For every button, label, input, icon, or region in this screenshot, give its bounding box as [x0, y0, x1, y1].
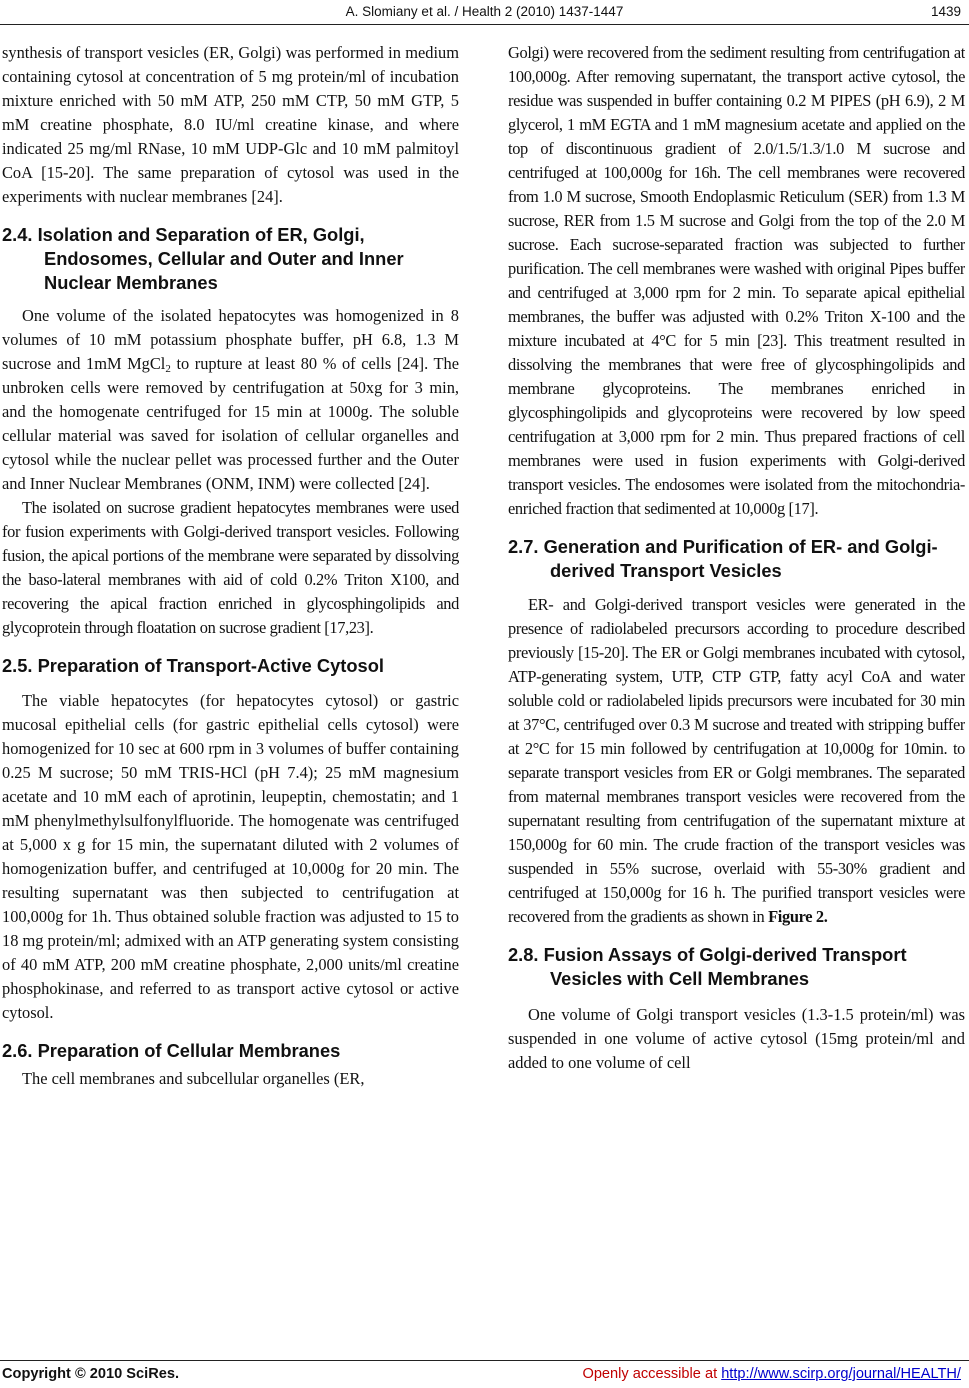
paragraph-text: One volume of the isolated hepatocytes was homogenized in 8 volumes of 10 mM potassium phosphate buffer, pH 6.8, 1.3 M sucrose and 1mM MgCl$_2$ to rupture at least 80 % of cells [24]. The unbroken cells were removed by centrifugation at 50xg for 3 min, and the homogenate centrifuged for 15 min at 1000g. The soluble cellular material was saved for isolation of cellular organelles and cytosol while the nuclear pellet was processed further and the Outer and Inner Nuclear Membranes (ONM, INM) were collected [24]. — [2, 306, 459, 493]
open-access-notice — [582, 1366, 961, 1382]
copyright-notice: Copyright © 2010 SciRes. — [2, 1366, 180, 1382]
page-footer — [0, 1364, 969, 1386]
footer-divider — [0, 1360, 969, 1361]
paragraph — [508, 593, 965, 929]
paragraph: synthesis of transport vesicles (ER, Golgi) was performed in medium containing cytosol at concentration of 5 mg protein/ml of incubation mixture enriched with 50 mM ATP, 250 mM CTP, 50 mM GTP, 5 mM creatine phosphate, 8.0 IU/ml creatine kinase, and where indicated 25 mg/ml RNase, 10 mM UDP-Glc and 10 mM palmitoyl CoA [15-20]. The same preparation of cytosol was used in the experiments with nuclear membranes [24]. — [2, 43, 459, 206]
paragraph — [2, 304, 459, 496]
right-column — [508, 41, 965, 1341]
section-heading-2-6: 2.6. Preparation of Cellular Membranes — [2, 1040, 341, 1061]
open-access-label: Openly accessible at — [582, 1366, 722, 1382]
section-heading-2-5: 2.5. Preparation of Transport-Active Cytosol — [2, 655, 384, 676]
running-title: A. Slomiany et al. / Health 2 (2010) 1437-1447 — [345, 4, 624, 19]
page-number: 1439 — [930, 4, 961, 19]
paragraph: The viable hepatocytes (for hepatocytes cytosol) or gastric mucosal epithelial cells (for gastric epithelial cells cytosol) were homogenized for 10 sec at 600 rpm in 3 volumes of buffer containing 0.25 M sucrose; 50 mM TRIS-HCl (pH 7.4); 25 mM magnesium acetate and 10 mM each of aprotinin, leupeptin, chemostatin; and 1 mM phenylmethylsulfonylfluoride. The homogenate was centrifuged at 5,000 x g for 15 min, the supernatant diluted with 2 volumes of homogenization buffer, and centrifuged at 10,000g for 20 min. The resulting supernatant was then subjected to centrifugation at 100,000g for 1h. Thus obtained soluble fraction was adjusted to 15 to 18 mg protein/ml; admixed with an ATP generating system consisting of 40 mM ATP, 200 mM creatine phosphate, 2,000 units/ml creatine phosphokinase, and referred to as transport active cytosol or active cytosol. — [2, 691, 459, 1022]
figure-reference-link[interactable]: Figure 2. — [768, 907, 828, 926]
journal-url-link[interactable]: http://www.scirp.org/journal/HEALTH/ — [721, 1366, 961, 1382]
paragraph: The cell membranes and subcellular organelles (ER, — [22, 1069, 365, 1088]
section-heading-2-8: 2.8. Fusion Assays of Golgi-derived Transport Vesicles with Cell Membranes — [508, 944, 907, 989]
running-header — [0, 2, 969, 24]
paragraph: Golgi) were recovered from the sediment resulting from centrifugation at 100,000g. After removing supernatant, the transport active cytosol, the residue was suspended in buffer containing 0.2 M PIPES (pH 6.9), 2 M glycerol, 1 mM EGTA and 1 mM magnesium acetate and applied on the top of discontinuous gradient of 2.0/1.5/1.3/1.0 M sucrose and centrifuged at 100,000g for 16h. The cell membranes were recovered from 1.0 M sucrose, Smooth Endoplasmic Reticulum (SER) from 1.3 M sucrose, RER from 1.5 M sucrose and Golgi from the top of the 2.0 M sucrose. Each sucrose-separated fraction was subjected to further purification. The cell membranes were washed with original Pipes buffer and centrifuged at 3,000 rpm for 2 min. To separate apical epithelial membranes, the buffer was adjusted with 0.2% Triton X-100 and the mixture incubated at 4°C for 5 min [23]. This treatment resulted in dissolving the membranes that were free of glycosphingolipids and membrane glycoproteins. The membranes enriched in glycosphingolipids and glycoproteins were recovered by low speed centrifugation at 3,000 rpm for 2 min. Thus prepared fractions of cell membranes were used in fusion experiments with Golgi-derived transport vesicles. The endosomes were isolated from the mitochondria-enriched fraction that sedimented at 10,000g [17]. — [508, 43, 965, 518]
header-divider — [0, 24, 969, 25]
paragraph: One volume of Golgi transport vesicles (1.3-1.5 protein/ml) was suspended in one volume of active cytosol (15mg protein/ml and added to one volume of cell — [508, 1005, 965, 1072]
left-column — [2, 41, 459, 1341]
paragraph: The isolated on sucrose gradient hepatocytes membranes were used for fusion experiments with Golgi-derived transport vesicles. Following fusion, the apical portions of the membrane were separated by dissolving the baso-lateral membranes with aid of cold 0.2% Triton X100, and recovering the apical fraction enriched in glycosphingolipids and glycoprotein through floatation on sucrose gradient [17,23]. — [2, 498, 459, 637]
section-heading-2-7: 2.7. Generation and Purification of ER- and Golgi-derived Transport Vesicles — [508, 536, 938, 581]
paragraph-text: ER- and Golgi-derived transport vesicles were generated in the presence of radiolabeled precursors according to procedure described previously [15-20]. The ER or Golgi membranes incubated with cytosol, ATP-generating system, UTP, CTP GTP, fatty acyl CoA and water soluble cold or radiolabeled lipids precursors were incubated for 30 min at 37°C, centrifuged over 0.3 M sucrose and treated with stripping buffer at 2°C for 15 min followed by centrifugation at 10,000g for 10min. to separate transport vesicles from ER or Golgi membranes. The separated from maternal membranes transport vesicles were recovered from the supernatant resulting from centrifugation of the supernatant mixture at 150,000g for 60 min. The crude fraction of the transport vesicles was suspended in 55% sucrose, overlaid with 55-30% gradient and centrifuged at 150,000g for 16 h. The purified transport vesicles were recovered from the gradients as shown in — [508, 595, 965, 926]
section-heading-2-4: 2.4. Isolation and Separation of ER, Golgi, Endosomes, Cellular and Outer and Inner Nuclear Membranes — [2, 224, 404, 293]
